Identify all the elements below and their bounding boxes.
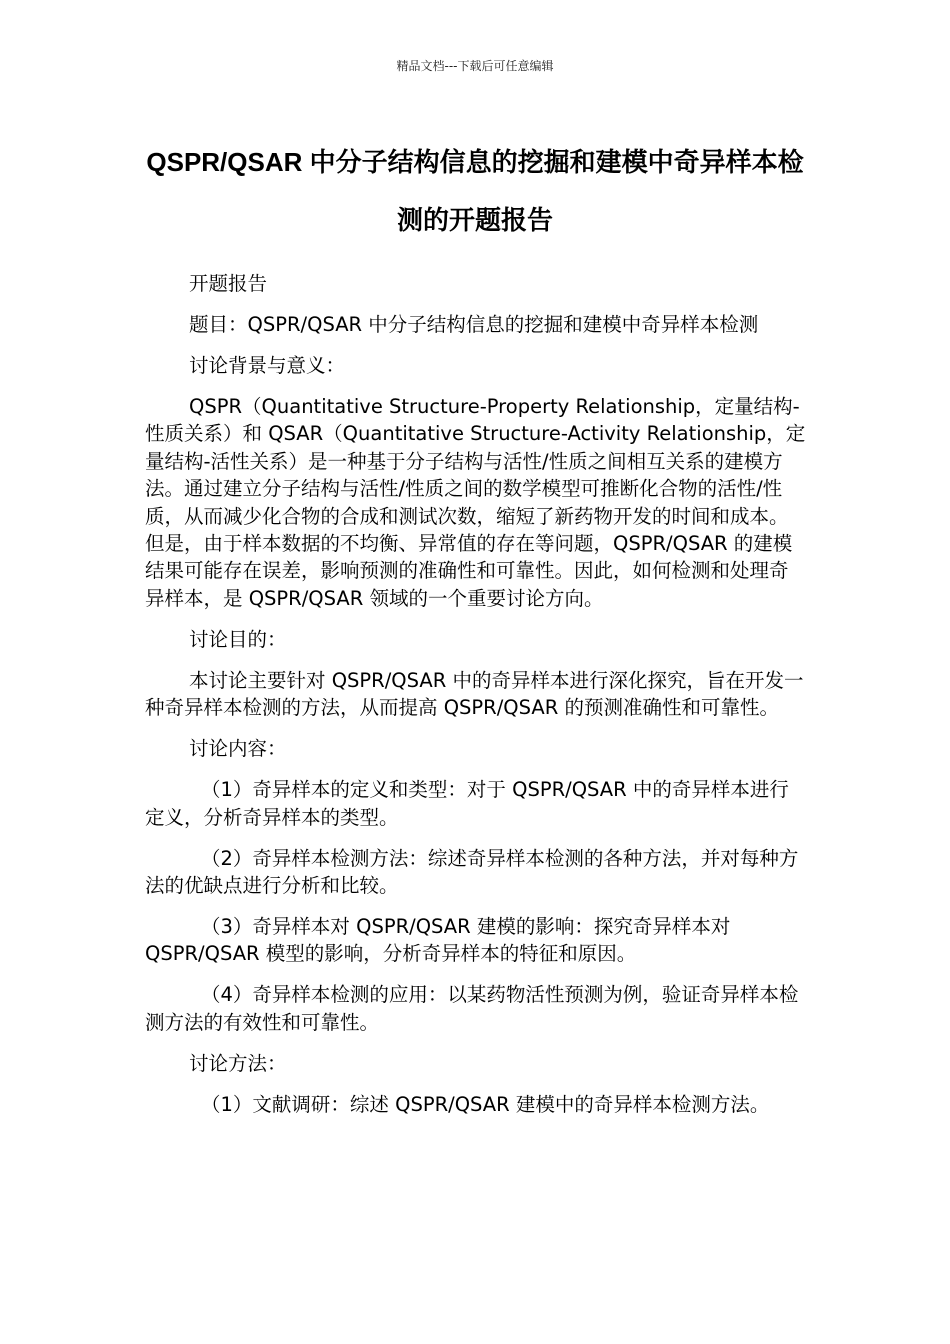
content-item-2: （2）奇异样本检测方法：综述奇异样本检测的各种方法，并对每种方法的优缺点进行分析和比较。 — [145, 846, 799, 898]
content-item-3: （3）奇异样本对 QSPR/QSAR 建模的影响：探究奇异样本对 QSPR/QSAR 模型的影响，分析奇异样本的特征和原因。 — [145, 915, 731, 966]
heading-content: 讨论内容： — [189, 737, 287, 761]
background-paragraph: QSPR（Quantitative Structure-Property Relationship，定量结构-性质关系）和 QSAR（Quantitative Structure-Activity Relationship，定量结构-活性关系）是一种基于分子结构与活性/性质之间相互关系的建模方法。通过建立分子结构与活性/性质之间的数学模型可推断化合物的活性/性质，从而减少化合物的合成和测试次数，缩短了新药物开发的时间和成本。但是，由于样本数据的不均衡、异常值的存在等问题，QSPR/QSAR 的建模结果可能存在误差，影响预测的准确性和可靠性。因此，如何检测和处理奇异样本，是 QSPR/QSAR 领域的一个重要讨论方向。 — [145, 395, 806, 610]
heading-purpose: 讨论目的： — [189, 627, 287, 651]
section-label-report: 开题报告 — [189, 272, 268, 295]
content-item-4: （4）奇异样本检测的应用：以某药物活性预测为例，验证奇异样本检测方法的有效性和可靠性。 — [145, 983, 799, 1034]
heading-method: 讨论方法： — [189, 1051, 287, 1075]
page-header: 精品文档---下载后可任意编辑 — [396, 59, 554, 73]
purpose-paragraph: 本讨论主要针对 QSPR/QSAR 中的奇异样本进行深化探究，旨在开发一种奇异样本检测的方法，从而提高 QSPR/QSAR 的预测准确性和可靠性。 — [145, 668, 804, 720]
content-item-1: （1）奇异样本的定义和类型：对于 QSPR/QSAR 中的奇异样本进行定义，分析奇异样本的类型。 — [145, 778, 789, 829]
document-title: QSPR/QSAR 中分子结构信息的挖掘和建模中奇异样本检测的开题报告 — [146, 147, 804, 235]
topic-line: 题目：QSPR/QSAR 中分子结构信息的挖掘和建模中奇异样本检测 — [189, 313, 759, 336]
document-body — [145, 270, 807, 1132]
method-item-1: （1）文献调研：综述 QSPR/QSAR 建模中的奇异样本检测方法。 — [201, 1092, 770, 1116]
heading-background: 讨论背景与意义： — [189, 354, 346, 377]
